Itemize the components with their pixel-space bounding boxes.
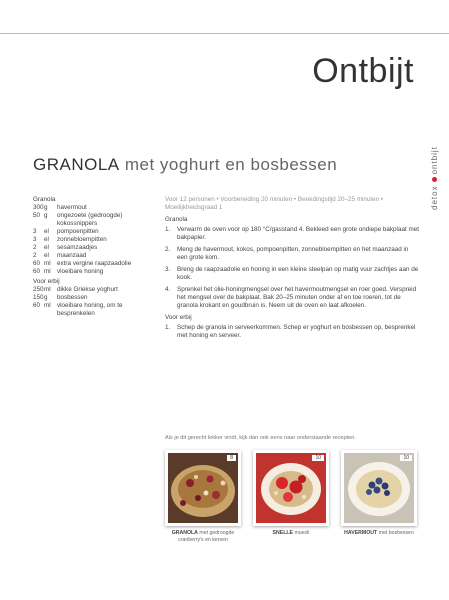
ingredient-unit: el [44, 252, 49, 259]
related-recipes [165, 450, 425, 560]
ingredient-unit: g [44, 204, 48, 211]
ingredient-item [33, 212, 153, 228]
step-text: Sprenkel het olie-honingmengsel over het havermoutmengsel en roer goed. Verspreid het mengsel over de bakplaat. Bak 20–25 minuten onder af en toe roeren, tot de granola krokant en goudbruin is. Neem uit de oven en laat afkoelen. [177, 286, 417, 309]
ingredient-group-title: Granola [33, 196, 56, 203]
method-group-title: Voor erbij [165, 314, 192, 321]
ingredient-name: zonnebloempitten [57, 236, 107, 243]
ingredient-name: havermout [57, 204, 87, 211]
ingredient-qty: 2 [33, 244, 37, 251]
section-title: Ontbijt [312, 52, 414, 90]
page-number-badge: 10 [400, 455, 412, 461]
method-step [165, 324, 420, 340]
step-number: 1. [165, 226, 171, 233]
ingredient-unit: ml [44, 286, 51, 293]
suggestion-text: Als je dit gerecht lekker vindt, kijk dan ook eens naar onderstaande recepten. [165, 435, 356, 441]
ingredient-qty: 250 [33, 286, 44, 293]
ingredient-qty: 150 [33, 294, 44, 301]
muesli-photo [253, 450, 329, 526]
ingredient-qty: 50 [33, 212, 41, 219]
side-tab-ontbijt: ontbijt [430, 146, 439, 175]
ingredient-item [33, 260, 153, 268]
ingredient-qty: 60 [33, 302, 41, 309]
recipe-title-main: GRANOLA [33, 155, 120, 174]
ingredient-name: extra vergine raapzaadolie [57, 260, 132, 267]
ingredient-unit: el [44, 228, 49, 235]
related-recipe-card[interactable] [341, 450, 417, 537]
ingredient-item [33, 244, 153, 252]
ingredient-item [33, 204, 153, 212]
step-number: 3. [165, 266, 171, 273]
step-text: Schep de granola in serveerkommen. Schep er yoghurt en bosbessen op, besprenkel met honing en serveer. [177, 324, 416, 339]
ingredient-unit: el [44, 236, 49, 243]
porridge-photo [341, 450, 417, 526]
related-recipe-card[interactable] [165, 450, 241, 543]
related-recipe-caption [253, 530, 329, 537]
step-number: 4. [165, 286, 171, 293]
step-text: Breng de raapzaadolie en honing in een kleine steelpan op matig vuur zachtjes aan de kook. [177, 266, 419, 281]
page-number-badge: 8 [227, 455, 236, 461]
caption-rest: met gedroogde cranberry's en kersen [178, 530, 235, 543]
method-group-title: Granola [165, 216, 188, 223]
ingredient-qty: 300 [33, 204, 44, 211]
ingredient-item [33, 286, 153, 294]
method-step [165, 266, 420, 282]
ingredient-item [33, 302, 153, 318]
step-number: 2. [165, 246, 171, 253]
step-text: Meng de havermout, kokos, pompoenpitten, zonnebloempitten en het maanzaad in een grote kom. [177, 246, 409, 261]
ingredient-name: vloeibare honing [57, 268, 104, 275]
ingredient-qty: 60 [33, 268, 41, 275]
ingredient-name: bosbessen [57, 294, 88, 301]
page-number-badge: 10 [312, 455, 324, 461]
caption-bold: GRANOLA [171, 530, 198, 536]
ingredient-group-title: Voor erbij [33, 278, 60, 285]
related-recipe-card[interactable] [253, 450, 329, 537]
ingredient-qty: 2 [33, 252, 37, 259]
header-rule [0, 33, 449, 34]
method-step [165, 246, 420, 262]
ingredient-item [33, 294, 153, 302]
ingredient-name: dikke Griekse yoghurt [57, 286, 118, 293]
caption-rest: muesli [293, 530, 310, 536]
related-recipe-caption [341, 530, 417, 537]
method-step [165, 286, 420, 310]
ingredient-name: vloeibare honing, om te besprenkelen [57, 302, 123, 317]
related-recipe-caption [165, 530, 241, 543]
method-step [165, 226, 420, 242]
granola-photo [165, 450, 241, 526]
method-column [165, 196, 420, 344]
ingredient-qty: 3 [33, 228, 37, 235]
ingredient-unit: g [44, 294, 48, 301]
recipe-title-sub: met yoghurt en bosbessen [119, 155, 338, 174]
ingredient-item [33, 236, 153, 244]
recipe-title [33, 155, 337, 175]
ingredient-qty: 3 [33, 236, 37, 243]
ingredient-unit: g [44, 212, 48, 219]
ingredient-item [33, 268, 153, 276]
ingredient-name: pompoenpitten [57, 228, 99, 235]
side-tab [430, 130, 442, 210]
caption-bold: HAVERMOUT [344, 530, 378, 536]
ingredient-unit: ml [44, 260, 51, 267]
ingredients-list [33, 196, 153, 318]
ingredient-qty: 60 [33, 260, 41, 267]
caption-rest: met bosbessen [377, 530, 414, 536]
recipe-meta: Voor 12 personen • Voorbereiding 20 minuten • Bereidingstijd 20–25 minuten • Moeilijkheidsgraad 1 [165, 196, 384, 211]
side-tab-detox: detox [430, 185, 439, 210]
ingredient-name: sesamzaadjes [57, 244, 98, 251]
ingredient-item [33, 228, 153, 236]
ingredient-name: ongezoete (gedroogde) kokossnippers [57, 212, 123, 227]
ingredient-unit: ml [44, 302, 51, 309]
ingredient-unit: el [44, 244, 49, 251]
step-text: Verwarm de oven voor op 180 °C/gasstand 4. Bekleed een grote ondiepe bakplaat met bakpapier. [177, 226, 419, 241]
ingredient-unit: ml [44, 268, 51, 275]
ingredient-item [33, 252, 153, 260]
ingredient-name: maanzaad [57, 252, 87, 259]
caption-bold: SNELLE [272, 530, 294, 536]
step-number: 1. [165, 324, 171, 331]
side-tab-dot-icon [432, 177, 437, 182]
